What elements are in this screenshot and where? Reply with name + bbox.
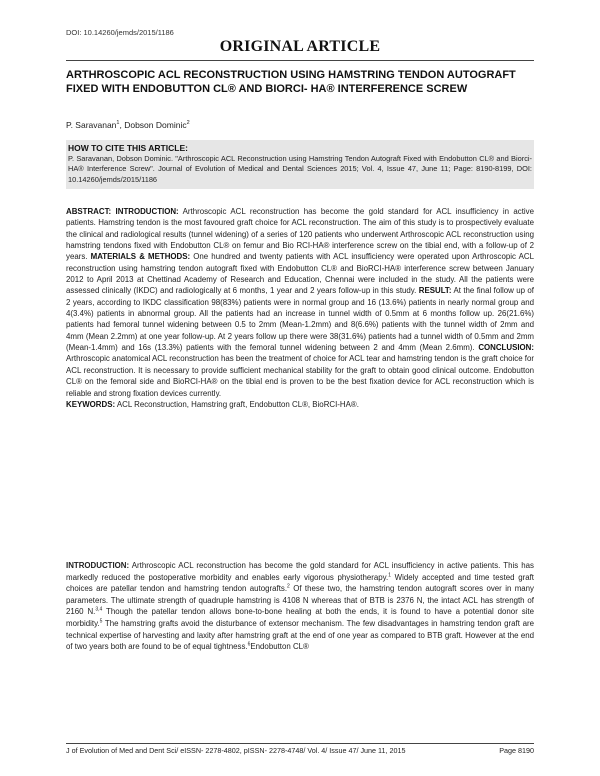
intro-text-1: Arthroscopic ACL reconstruction has become the gold standard for ACL insufficiency in active patients. This has markedly reduced the postoperative morbidity and enables early vigorous physiotherapy. xyxy=(66,561,534,582)
author-1: P. Saravanan xyxy=(66,120,117,130)
abstract-label: ABSTRACT: xyxy=(66,207,112,216)
section-heading: ORIGINAL ARTICLE xyxy=(219,38,381,55)
intro-ref-5: 6 xyxy=(247,641,251,648)
citation-box xyxy=(66,140,534,189)
article-title: ARTHROSCOPIC ACL RECONSTRUCTION USING HAMSTRING TENDON AUTOGRAFT FIXED WITH ENDOBUTTON CL® AND BIORCI- HA® INTERFERENCE SCREW xyxy=(66,69,516,95)
intro-text-3: Of these two, the hamstring tendon autograft scores over in many parameters. The ultimate strength of quadruple hamstring is 4108 N whereas that of BTB is 2376 N, the intact ACL has strength of 2160 N. xyxy=(66,584,535,617)
author-2: Dobson Dominic xyxy=(124,120,187,130)
intro-text-4: Though the patellar tendon allows bone-to-bone healing at both the ends, it is found to have a potential donor site morbidity. xyxy=(66,607,534,628)
abstract-methods-text: One hundred and twenty patients with ACL insufficiency were operated upon Arthroscopic ACL reconstruction using hamstring tendon autograft fixed with Endobutton CL® and BioRCI-HA® interference screw between January 2012 to April 2013 at Chettinad Academy of Research and Education, Chennai were included in the study. All the patients were assessed clinically (IKDC) and radiologically at 6 months, 1 year and 2 years follow-up in this study. xyxy=(66,252,534,296)
author-separator: , xyxy=(119,120,125,130)
keywords-label: KEYWORDS: xyxy=(66,399,116,409)
authors xyxy=(66,120,190,130)
abstract-intro-text: Arthroscopic ACL reconstruction has become the gold standard for ACL insufficiency in active patients. Hamstring tendon is the most favoured graft choice for ACL reconstruction. The aim of this study is to prospectively evaluate the clinical and radiological results (tunnel widening) of a series of 120 patients who underwent Arthroscopic ACL reconstruction using hamstring tendons fixed with Endobutton CL® on femur and Bio RCI-HA® interference screw on the tibial end, with a follow-up of 2 years. xyxy=(66,207,534,262)
page-footer xyxy=(66,746,534,755)
author-2-affil: 2 xyxy=(186,120,190,127)
abstract xyxy=(66,206,534,410)
abstract-result-label: RESULT: xyxy=(418,286,452,296)
abstract-result-text: At the final follow up of 2 years, according to IKDC classification 98(83%) patients were in normal group and 16 (13.6%) patients in nearly normal group and 4(3.4%) patients in abnormal group. All the patients had an increase in tunnel width of 0.5mm at 6 months follow up. 26(21.6%) patients had femoral tunnel widening between 0.5 to 2mm (Mean-1.2mm) and 8(6.6%) patients with the tunnel width of 2mm and 4mm (Mean 2.2mm) at one year follow-up. At 2 years follow up there were 38(31.6%) patients had a tunnel width of 0.5mm and 2mm (Mean-1.4mm) and 16s (13.3%) patients with the femoral tunnel widening between 2 and 4mm (Mean 2.6mm). xyxy=(66,286,534,353)
abstract-conclusion-text: Arthroscopic anatomical ACL reconstruction has been the treatment of choice for ACL tear and hamstring tendon is the graft choice for ACL reconstruction. It is necessary to provide sufficient mechanical stability for the graft to obtain good clinical outcome. Endobutton CL® on the femoral side and BioRCI-HA® on the tibial end is proven to be the best fixation device for ACL reconstruction which is reliable and strong fixation devices currently. xyxy=(66,354,534,398)
intro-ref-2: 2 xyxy=(287,583,290,590)
introduction xyxy=(66,560,534,653)
abstract-intro-label: INTRODUCTION: xyxy=(115,207,179,216)
abstract-methods-label: MATERIALS & METHODS: xyxy=(90,252,191,262)
keywords xyxy=(66,399,534,410)
header-rule xyxy=(66,60,534,61)
footer-page-number: Page 8190 xyxy=(499,746,534,755)
citation-heading: HOW TO CITE THIS ARTICLE: xyxy=(68,143,188,153)
intro-ref-3: 3,4 xyxy=(95,606,103,613)
footer-rule xyxy=(66,743,534,744)
intro-text-5: The hamstring grafts avoid the disturbance of extensor mechanism. The few disadvantages in hamstring tendon graft are technical expertise of harvesting and laxity after hamstring graft at the end of one year as compared to BTB graft. However at the end of two years both are found to be of equal tightness. xyxy=(66,618,534,652)
keywords-text: ACL Reconstruction, Hamstring graft, Endobutton CL®, BioRCI-HA®. xyxy=(115,399,359,409)
intro-label: INTRODUCTION: xyxy=(66,561,130,570)
footer-journal: J of Evolution of Med and Dent Sci/ eISSN- 2278-4802, pISSN- 2278-4748/ Vol. 4/ Issue 47/ June 11, 2015 xyxy=(66,746,406,755)
author-1-affil: 1 xyxy=(116,120,120,127)
abstract-conclusion-label: CONCLUSION: xyxy=(478,343,534,353)
intro-text-2: Widely accepted and time tested graft choices are patellar tendon and hamstring tendon autografts. xyxy=(66,572,534,594)
citation-text: P. Saravanan, Dobson Dominic. "Arthroscopic ACL Reconstruction using Hamstring Tendon Autograft Fixed with Endobutton CL® and Biorci- HA® Interference Screw". Journal of Evolution of Medical and Dental Sciences 2015; Vol. 4, Issue 47, June 11; Page: 8190-8199, DOI: 10.14260/jemds/2015/1186 xyxy=(68,154,532,184)
intro-text-6: Endobutton CL® xyxy=(250,642,309,652)
doi-line: DOI: 10.14260/jemds/2015/1186 xyxy=(66,28,174,37)
intro-ref-1: 1 xyxy=(388,571,392,578)
intro-ref-4: 5 xyxy=(99,618,103,625)
